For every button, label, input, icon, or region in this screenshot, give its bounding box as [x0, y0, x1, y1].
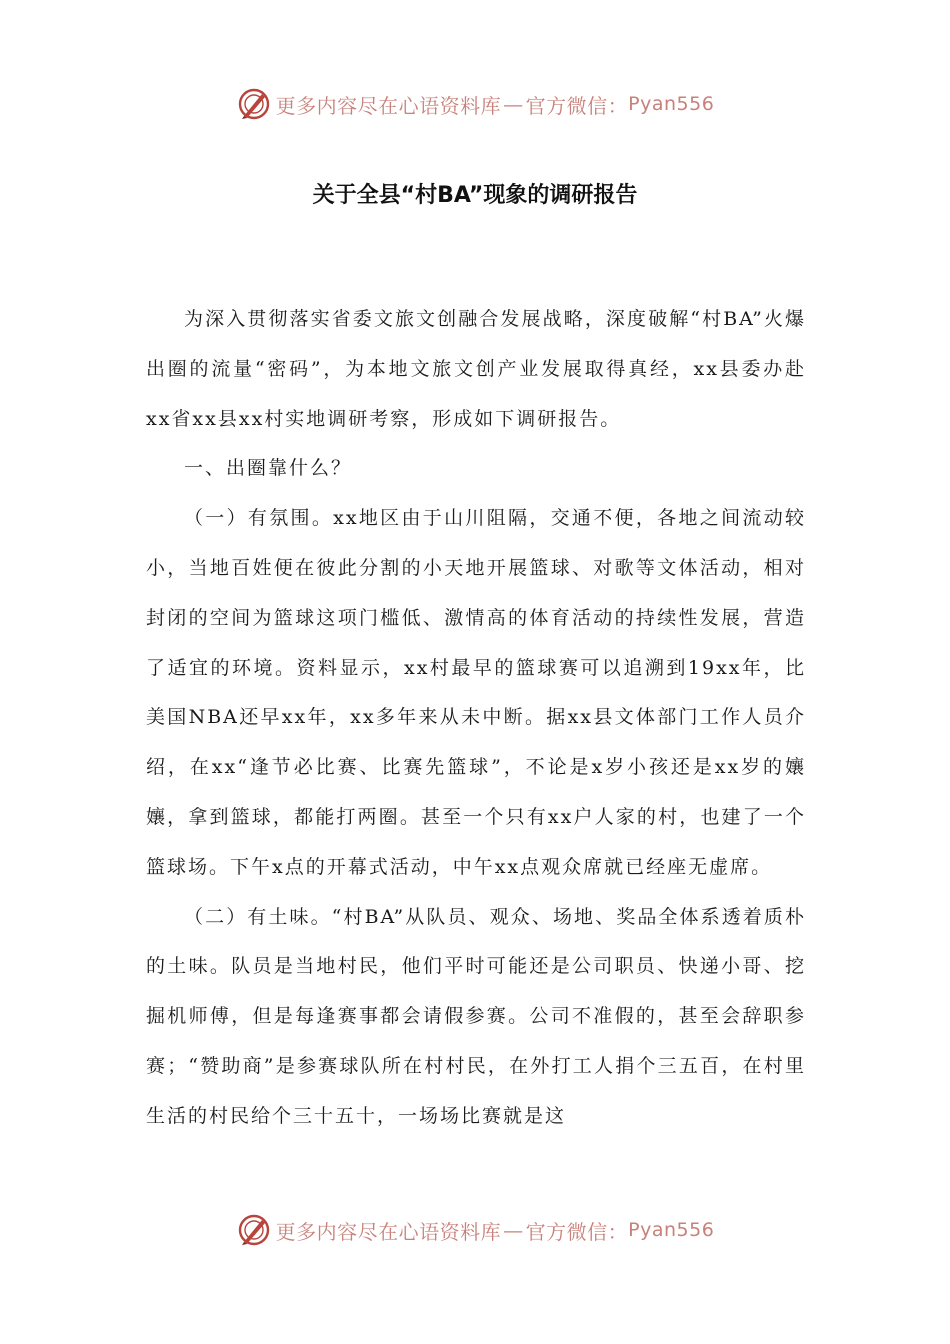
document-body: [146, 295, 806, 1142]
watermark-footer: [0, 1210, 950, 1250]
paragraph-local-flavor: （二）有土味。“村BA”从队员、观众、场地、奖品全体系透着质朴的土味。队员是当地村民，他们平时可能还是公司职员、快递小哥、挖掘机师傅，但是每逢赛事都会请假参赛。公司不准假的，甚至会辞职参赛；“赞助商”是参赛球队所在村村民，在外打工人捐个三五百，在村里生活的村民给个三十五十，一场场比赛就是这: [146, 905, 806, 1127]
watermark-wechat-id: Pyan556: [628, 1219, 715, 1241]
watermark-text: 更多内容尽在心语资料库: [275, 93, 502, 118]
watermark-label: 官方微信：: [525, 93, 629, 118]
pen-circle-logo-icon: [236, 86, 272, 122]
paragraph-intro: 为深入贯彻落实省委文旅文创融合发展战略，深度破解“村BA”火爆出圈的流量“密码”，为本地文旅文创产业发展取得真经，xx县委办赴xx省xx县xx村实地调研考察，形成如下调研报告。: [146, 308, 806, 430]
watermark-label: 官方微信：: [525, 1219, 629, 1244]
watermark-wechat-id: Pyan556: [628, 93, 715, 115]
document-title: 关于全县“村BA”现象的调研报告: [312, 183, 638, 208]
section-heading-1: 一、出圈靠什么？: [184, 457, 353, 480]
watermark-header: [0, 84, 950, 124]
watermark-separator: —: [503, 92, 524, 116]
pen-circle-logo-icon: [236, 1212, 272, 1248]
watermark-text: 更多内容尽在心语资料库: [275, 1219, 502, 1244]
watermark-separator: —: [503, 1218, 524, 1242]
paragraph-atmosphere: （一）有氛围。xx地区由于山川阻隔，交通不便，各地之间流动较小，当地百姓便在彼此分割的小天地开展篮球、对歌等文体活动，相对封闭的空间为篮球这项门槛低、激情高的体育活动的持续性发展，营造了适宜的环境。资料显示，xx村最早的篮球赛可以追溯到19xx年，比美国NBA还早xx年，xx多年来从未中断。据xx县文体部门工作人员介绍，在xx“逢节必比赛、比赛先篮球”，不论是x岁小孩还是xx岁的孃孃，拿到篮球，都能打两圈。甚至一个只有xx户人家的村，也建了一个篮球场。下午x点的开幕式活动，中午xx点观众席就已经座无虚席。: [146, 507, 806, 878]
